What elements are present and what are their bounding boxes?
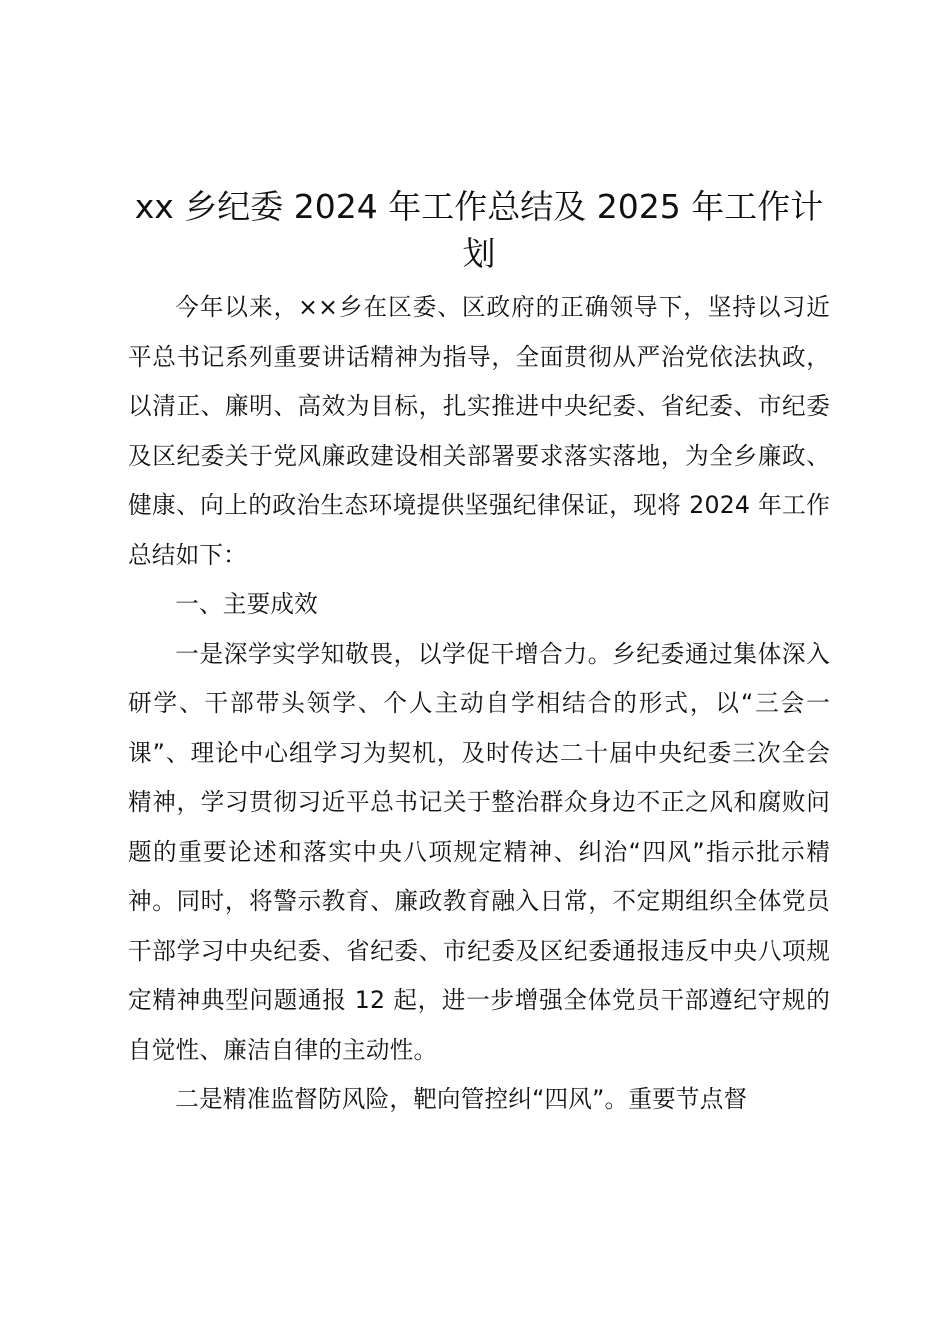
document-body — [128, 283, 830, 1125]
paragraph-study: 一是深学实学知敬畏，以学促干增合力。乡纪委通过集体深入研学、干部带头领学、个人主动自学相结合的形式，以“三会一课”、理论中心组学习为契机，及时传达二十届中央纪委三次全会精神，学习贯彻习近平总书记关于整治群众身边不正之风和腐败问题的重要论述和落实中央八项规定精神、纠治“四风”指示批示精神。同时，将警示教育、廉政教育融入日常，不定期组织全体党员干部学习中央纪委、省纪委、市纪委及区纪委通报违反中央八项规定精神典型问题通报 12 起，进一步增强全体党员干部遵纪守规的自觉性、廉洁自律的主动性。 — [128, 639, 830, 1064]
section-heading-main-results: 一、主要成效 — [175, 590, 318, 618]
paragraph-supervision: 二是精准监督防风险，靶向管控纠“四风”。重要节点督 — [175, 1085, 748, 1113]
intro-paragraph: 今年以来，××乡在区委、区政府的正确领导下，坚持以习近平总书记系列重要讲话精神为指导，全面贯彻从严治党依法执政，以清正、廉明、高效为目标，扎实推进中央纪委、省纪委、市纪委及区纪委关于党风廉政建设相关部署要求落实落地，为全乡廉政、健康、向上的政治生态环境提供坚强纪律保证，现将 2024 年工作总结如下： — [128, 293, 830, 569]
document-title: xx 乡纪委 2024 年工作总结及 2025 年工作计划 — [134, 187, 824, 273]
